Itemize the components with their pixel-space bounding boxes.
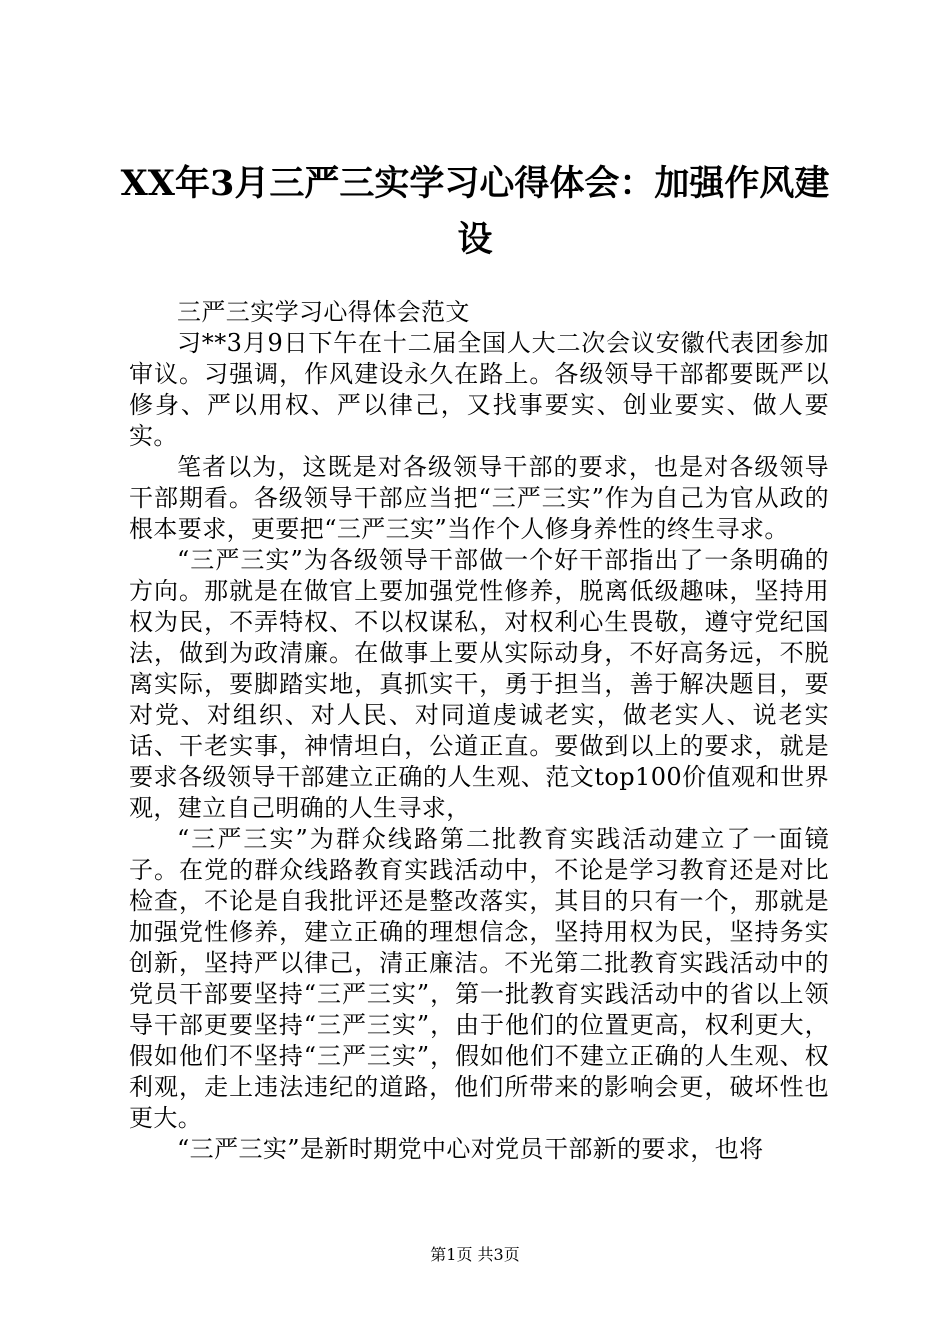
paragraph: “三严三实”是新时期党中心对党员干部新的要求，也将 <box>177 1135 764 1163</box>
document-body <box>129 297 829 1165</box>
paragraph: “三严三实”为群众线路第二批教育实践活动建立了一面镜子。在党的群众线路教育实践活动中，不论是学习教育还是对比检查，不论是自我批评还是整改落实，其目的只有一个，那就是加强党性修养，建立正确的理想信念，坚持用权为民，坚持务实创新，坚持严以律己，清正廉洁。不光第二批教育实践活动中的党员干部要坚持“三严三实”，第一批教育实践活动中的省以上领导干部更要坚持“三严三实”，由于他们的位置更高，权利更大，假如他们不坚持“三严三实”，假如他们不建立正确的人生观、权利观，走上违法违纪的道路，他们所带来的影响会更，破坏性也更大。 <box>129 825 829 1132</box>
paragraph: “三严三实”为各级领导干部做一个好干部指出了一条明确的方向。那就是在做官上要加强党性修养，脱离低级趣味，坚持用权为民，不弄特权、不以权谋私，对权利心生畏敬，遵守党纪国法，做到为政清廉。在做事上要从实际动身，不好高务远，不脱离实际，要脚踏实地，真抓实干，勇于担当，善于解决题目，要对党、对组织、对人民、对同道虔诚老实，做老实人、说老实话、干老实事，神情坦白，公道正直。要做到以上的要求，就是要求各级领导干部建立正确的人生观、范文top100价值观和世界观，建立自己明确的人生寻求， <box>129 546 829 822</box>
paragraph: 笔者以为，这既是对各级领导干部的要求，也是对各级领导干部期看。各级领导干部应当把“三严三实”作为自己为官从政的根本要求，更要把“三严三实”当作个人修身养性的终生寻求。 <box>129 453 829 543</box>
page-footer: 第1页 共3页 <box>430 1245 520 1264</box>
document-title: XX年3月三严三实学习心得体会：加强作风建设 <box>120 163 830 260</box>
document-subtitle: 三严三实学习心得体会范文 <box>177 298 470 326</box>
paragraph: 习**3月9日下午在十二届全国人大二次会议安徽代表团参加审议。习强调，作风建设永久在路上。各级领导干部都要既严以修身、严以用权、严以律己，又找事要实、创业要实、做人要实。 <box>129 329 829 450</box>
